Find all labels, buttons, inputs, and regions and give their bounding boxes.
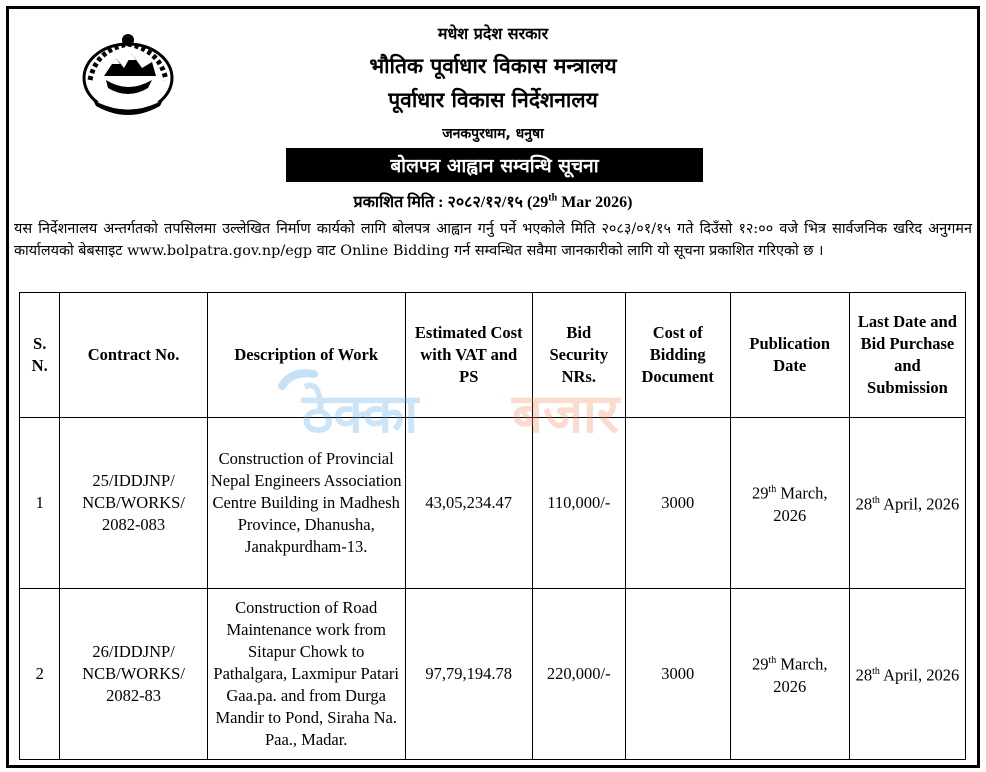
last-rest: April, 2026	[879, 494, 960, 514]
header-publication-date: Publication Date	[730, 293, 849, 418]
pub-rest: March, 2026	[773, 654, 828, 696]
cell-publication-date	[730, 418, 849, 589]
cell-estimated-cost: 43,05,234.47	[405, 418, 532, 589]
header-sn: S. N.	[20, 293, 60, 418]
ministry-title: भौतिक पूर्वाधार विकास मन्त्रालय	[369, 54, 617, 78]
cell-contract-no: 26/IDDJNP/ NCB/WORKS/ 2082-83	[60, 589, 207, 760]
table-row	[20, 418, 966, 589]
cell-description: Construction of Provincial Nepal Engineers Association Centre Building in Madhesh Province, Dhanusha, Janakpurdham-13.	[207, 418, 405, 589]
pub-day-sup: th	[768, 484, 777, 496]
header-last-date: Last Date and Bid Purchase and Submission	[849, 293, 965, 418]
header-document-cost: Cost of Bidding Document	[625, 293, 730, 418]
header-bid-security: Bid Security NRs.	[532, 293, 625, 418]
office-location: जनकपुरधाम, धनुषा	[442, 126, 544, 142]
cell-last-date	[849, 589, 965, 760]
publication-date-suffix: Mar 2026)	[557, 194, 633, 211]
publication-date-line	[0, 190, 986, 212]
intro-paragraph: यस निर्देशनालय अन्तर्गतको तपसिलमा उल्लेखित निर्माण कार्यको लागि बोलपत्र आह्वान गर्नु पर्ने भएकोले मिति २०८३/०१/१५ गते दिउँसो १२:०० वजे भित्र सार्वजनिक खरिद अनुगमन कार्यालयको बेबसाइट www.bolpatra.gov.np/egp वाट Online Bidding गर्न सम्वन्धित सवैमा जानकारीको लागि यो सूचना प्रकाशित गरिएको छ ।	[14, 221, 972, 259]
tender-table	[19, 292, 966, 760]
cell-document-cost: 3000	[625, 589, 730, 760]
last-day-sup: th	[872, 666, 880, 678]
watermark-part2: बजार	[512, 382, 619, 445]
notice-title: बोलपत्र आह्वान सम्वन्धि सूचना	[390, 155, 599, 177]
table-row	[20, 589, 966, 760]
cell-last-date	[849, 418, 965, 589]
watermark-part1: ठेक्का	[302, 382, 419, 445]
cell-publication-date	[730, 589, 849, 760]
cell-document-cost: 3000	[625, 418, 730, 589]
cell-bid-security: 220,000/-	[532, 589, 625, 760]
province-government-title: मधेश प्रदेश सरकार	[437, 24, 549, 43]
cell-bid-security: 110,000/-	[532, 418, 625, 589]
cell-estimated-cost: 97,79,194.78	[405, 589, 532, 760]
header-contract-no: Contract No.	[60, 293, 207, 418]
header-description: Description of Work	[207, 293, 405, 418]
pub-day-sup: th	[768, 655, 777, 667]
header-estimated-cost: Estimated Cost with VAT and PS	[405, 293, 532, 418]
last-day-sup: th	[872, 495, 880, 507]
pub-day: 29	[751, 654, 769, 674]
last-day: 28	[855, 665, 873, 685]
cell-description: Construction of Road Maintenance work from Sitapur Chowk to Pathalgara, Laxmipur Patari Gaa.pa. and from Durga Mandir to Pond, Siraha Na. Paa., Madar.	[207, 589, 405, 760]
notice-title-banner	[286, 148, 703, 182]
last-rest: April, 2026	[879, 665, 960, 685]
last-day: 28	[855, 494, 873, 514]
cell-contract-no: 25/IDDJNP/ NCB/WORKS/ 2082-083	[60, 418, 207, 589]
publication-date-suffix-sup: th	[548, 192, 558, 204]
cell-sn: 2	[20, 589, 60, 760]
cell-sn: 1	[20, 418, 60, 589]
pub-day: 29	[751, 483, 769, 503]
table-header-row	[20, 293, 966, 418]
pub-rest: March, 2026	[773, 483, 828, 525]
publication-date-prefix: प्रकाशित मिति : २०८२/१२/१५ (29	[353, 194, 549, 211]
directorate-title: पूर्वाधार विकास निर्देशनालय	[388, 88, 598, 112]
